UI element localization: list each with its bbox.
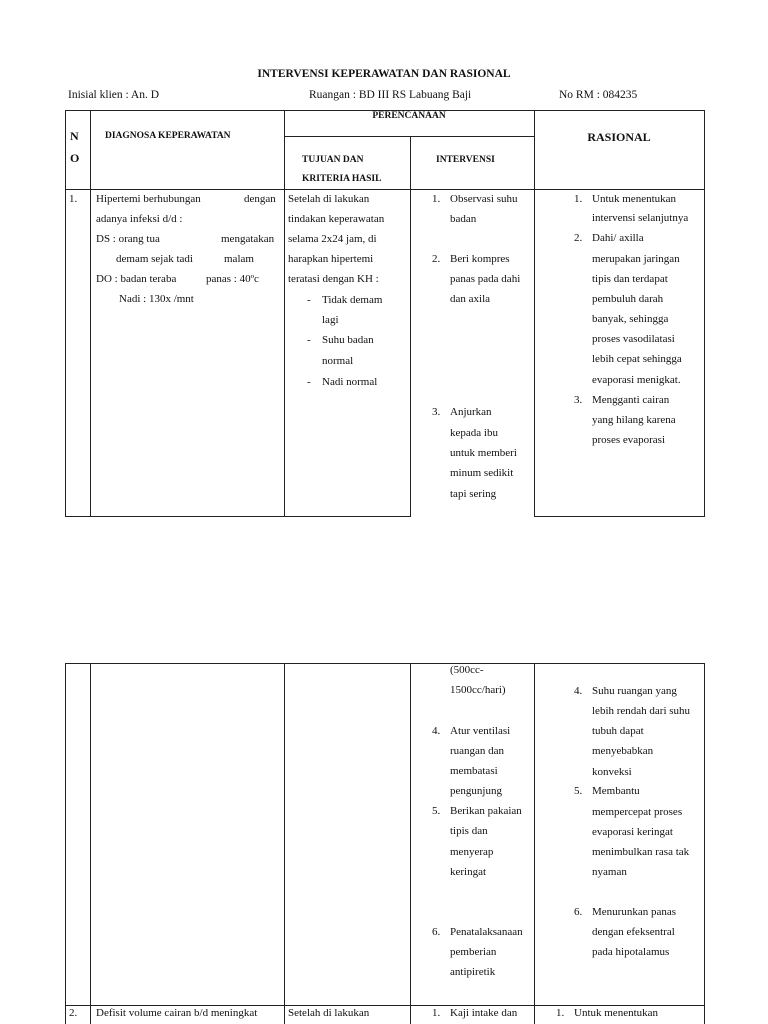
row-2-rasional: Untuk menentukan bbox=[574, 1007, 659, 1019]
row-1-number: 1. bbox=[69, 193, 78, 205]
medical-record-number: No RM : 084235 bbox=[559, 89, 638, 101]
row-2-tujuan: Setelah di lakukan bbox=[288, 1007, 370, 1019]
client-initial: Inisial klien : An. D bbox=[68, 89, 160, 101]
row-2-diagnosa: Defisit volume cairan b/d meningkat bbox=[96, 1007, 258, 1019]
row-2-intervensi: Kaji intake dan bbox=[450, 1007, 518, 1019]
header-diagnosa: DIAGNOSA KEPERAWATAN bbox=[105, 131, 231, 141]
room: Ruangan : BD III RS Labuang Baji bbox=[309, 89, 472, 101]
row-2-number: 2. bbox=[69, 1007, 78, 1019]
header-perencanaan: PERENCANAAN bbox=[372, 111, 446, 121]
header-rasional: RASIONAL bbox=[587, 130, 651, 144]
header-intervensi: INTERVENSI bbox=[436, 155, 495, 165]
header-no-2: O bbox=[70, 151, 80, 165]
header-tujuan-2: KRITERIA HASIL bbox=[302, 174, 382, 184]
header-no-1: N bbox=[70, 129, 79, 143]
document-title: INTERVENSI KEPERAWATAN DAN RASIONAL bbox=[257, 68, 511, 80]
header-tujuan-1: TUJUAN DAN bbox=[302, 155, 364, 165]
